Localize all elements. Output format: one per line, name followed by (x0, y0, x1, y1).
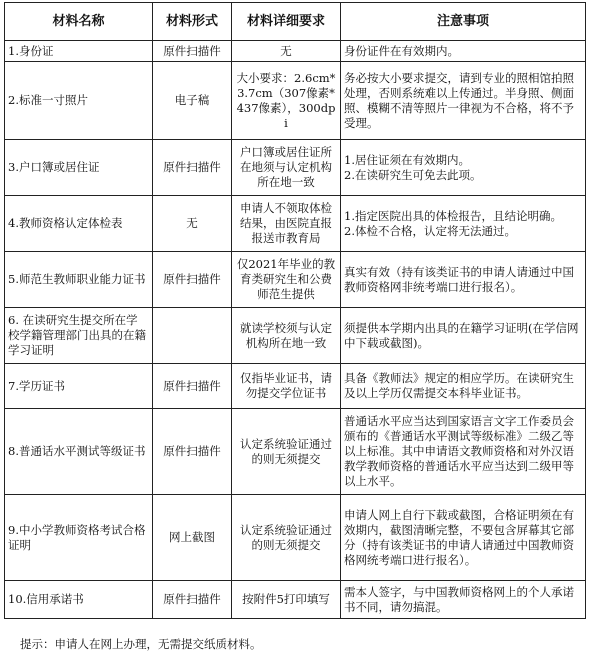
material-name: 7.学历证书 (5, 364, 153, 409)
material-name: 4.教师资格认定体检表 (5, 196, 153, 252)
materials-table-container (4, 2, 585, 619)
table-row (5, 140, 586, 196)
material-form: 原件扫描件 (153, 364, 232, 409)
material-form: 网上截图 (153, 495, 232, 581)
material-name: 2.标准一寸照片 (5, 62, 153, 140)
material-note: 务必按大小要求提交，请到专业的照相馆拍照处理，否则系统难以上传通过。半身照、侧面照、模糊不清等照片一律视为不合格，将不予受理。 (341, 62, 586, 140)
material-form: 原件扫描件 (153, 41, 232, 62)
materials-table (4, 2, 586, 619)
material-name: 8.普通话水平测试等级证书 (5, 409, 153, 495)
header-row (5, 3, 586, 41)
material-requirement: 无 (232, 41, 341, 62)
material-note: 身份证件在有效期内。 (341, 41, 586, 62)
material-form: 无 (153, 196, 232, 252)
note-line: 1.指定医院出具的体检报告，且结论明确。 (344, 208, 562, 223)
note-line: 1.居住证须在有效期内。 (344, 152, 470, 167)
material-note: 具备《教师法》规定的相应学历。在读研究生及以上学历仅需提交本科毕业证书。 (341, 364, 586, 409)
material-form: 原件扫描件 (153, 140, 232, 196)
material-form: 原件扫描件 (153, 409, 232, 495)
material-note: 须提供本学期内出具的在籍学习证明(在学信网中下载或截图)。 (341, 308, 586, 364)
material-name: 9.中小学教师资格考试合格证明 (5, 495, 153, 581)
material-note: 需本人签字，与中国教师资格网上的个人承诺书不同，请勿搞混。 (341, 581, 586, 619)
material-requirement: 按附件5打印填写 (232, 581, 341, 619)
material-note: 真实有效（持有该类证书的申请人请通过中国教师资格网非统考端口进行报名）。 (341, 252, 586, 308)
material-note (341, 140, 586, 196)
table-row (5, 308, 586, 364)
header-notes: 注意事项 (341, 3, 586, 41)
material-form (153, 308, 232, 364)
table-row (5, 364, 586, 409)
material-note: 普通话水平应当达到国家语言文字工作委员会颁布的《普通话水平测试等级标准》二级乙等以上标准。其中申请语文教师资格和对外汉语教学教师资格的普通话水平应当达到二级甲等以上水平。 (341, 409, 586, 495)
note-line: 2.体检不合格，认定将无法通过。 (344, 223, 516, 238)
table-row (5, 409, 586, 495)
header-material-form: 材料形式 (153, 3, 232, 41)
material-requirement: 大小要求：2.6cm*3.7cm（307像素*437像素），300dpi (232, 62, 341, 140)
material-note: 申请人网上自行下载或截图，合格证明须在有效期内，截图清晰完整，不要包含屏幕其它部分（持有该类证书的申请人请通过中国教师资格网统考端口进行报名）。 (341, 495, 586, 581)
table-row (5, 495, 586, 581)
table-row (5, 196, 586, 252)
material-name: 6. 在读研究生提交所在学校学籍管理部门出具的在籍学习证明 (5, 308, 153, 364)
header-material-requirements: 材料详细要求 (232, 3, 341, 41)
material-note (341, 196, 586, 252)
material-name: 3.户口簿或居住证 (5, 140, 153, 196)
material-requirement: 仅2021年毕业的教育类研究生和公费师范生提供 (232, 252, 341, 308)
material-form: 电子稿 (153, 62, 232, 140)
material-requirement: 就读学校须与认定机构所在地一致 (232, 308, 341, 364)
material-form: 原件扫描件 (153, 252, 232, 308)
material-form: 原件扫描件 (153, 581, 232, 619)
material-requirement: 认定系统验证通过的则无须提交 (232, 409, 341, 495)
table-row (5, 62, 586, 140)
material-requirement: 认定系统验证通过的则无须提交 (232, 495, 341, 581)
footnote-tip: 提示：申请人在网上办理，无需提交纸质材料。 (20, 637, 262, 651)
material-requirement: 仅指毕业证书，请勿提交学位证书 (232, 364, 341, 409)
material-name: 1.身份证 (5, 41, 153, 62)
material-requirement: 户口簿或居住证所在地须与认定机构所在地一致 (232, 140, 341, 196)
table-row (5, 41, 586, 62)
material-name: 5.师范生教师职业能力证书 (5, 252, 153, 308)
note-line: 2.在读研究生可免去此项。 (344, 167, 482, 182)
material-requirement: 申请人不领取体检结果，由医院直报报送市教育局 (232, 196, 341, 252)
material-name: 10.信用承诺书 (5, 581, 153, 619)
table-row (5, 252, 586, 308)
header-material-name: 材料名称 (5, 3, 153, 41)
table-row (5, 581, 586, 619)
